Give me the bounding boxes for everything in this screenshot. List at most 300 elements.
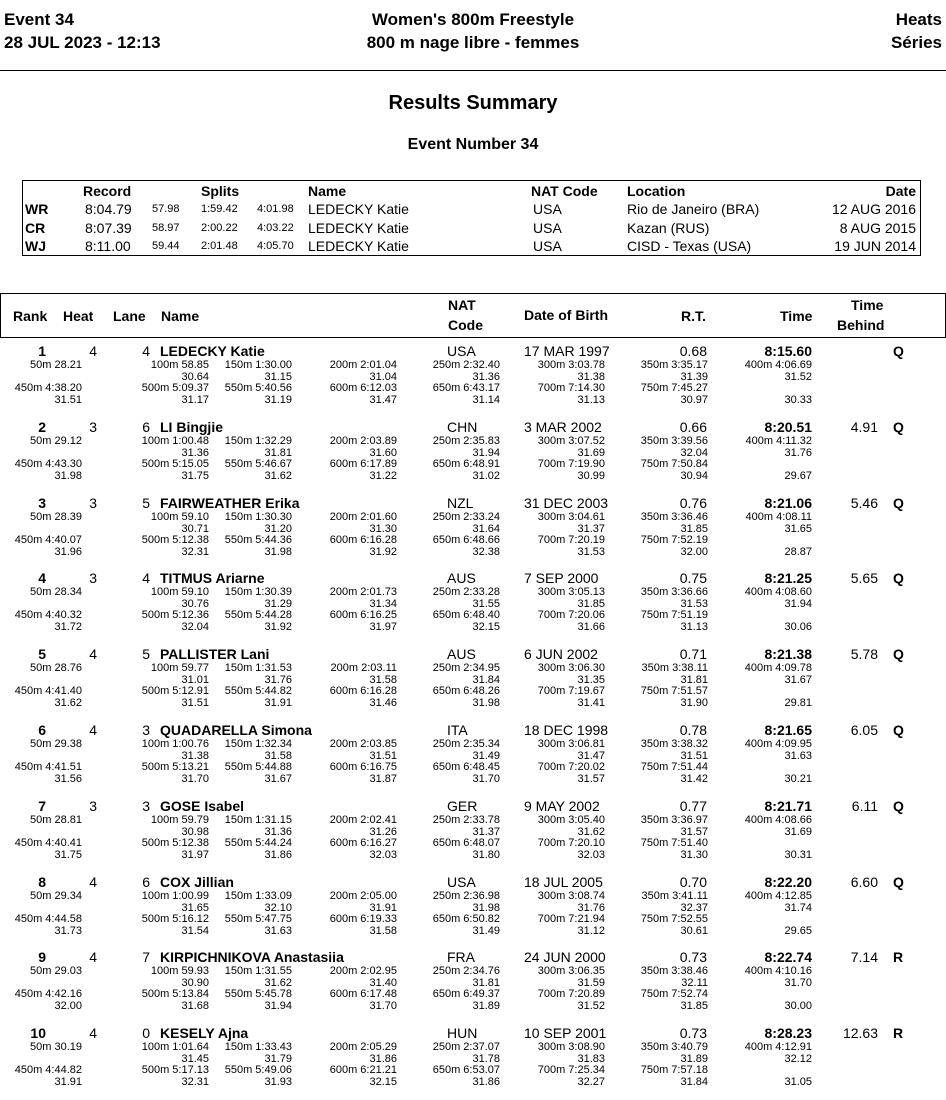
- split-time: 500m 5:09.37: [141, 382, 209, 394]
- lap-time: 31.97: [181, 848, 209, 861]
- split-time: 50m 28.76: [30, 662, 82, 675]
- lap-time: 31.86: [472, 1076, 500, 1089]
- reaction-time: 0.68: [679, 343, 707, 359]
- split-time: 550m 5:44.88: [224, 761, 292, 773]
- lane: 4: [142, 343, 150, 359]
- split-time: 150m 1:31.55: [224, 965, 292, 978]
- split-time: 750m 7:52.19: [640, 533, 708, 546]
- split-time: 550m 5:44.24: [224, 836, 292, 849]
- nat-code: NZL: [447, 494, 474, 511]
- lap-time: 30.98: [181, 825, 209, 838]
- split-time: 350m 3:38.46: [640, 965, 708, 978]
- split-time: 450m 4:41.40: [14, 685, 82, 698]
- lap-time: 31.87: [369, 773, 397, 785]
- split-time: 200m 2:05.00: [329, 889, 397, 902]
- lap-time: 31.70: [369, 1000, 397, 1013]
- time-behind: 4.91: [850, 418, 878, 435]
- lap-time: 31.92: [369, 545, 397, 558]
- split-time: 100m 1:00.76: [141, 738, 209, 750]
- time-behind: 6.11: [851, 797, 878, 814]
- reaction-time: 0.75: [679, 570, 707, 587]
- reaction-time: 0.78: [679, 722, 707, 738]
- time-behind: 7.14: [850, 949, 878, 966]
- record-split-2: 2:00.22: [201, 221, 238, 234]
- lap-time: 31.40: [369, 977, 397, 990]
- date-of-birth: 10 SEP 2001: [524, 1025, 607, 1042]
- lap-time: 31.51: [54, 394, 82, 406]
- phase-en: Heats: [895, 10, 942, 29]
- split-time: 650m 6:49.37: [432, 988, 500, 1001]
- rank: 1: [38, 343, 46, 359]
- lap-time: 31.30: [369, 522, 397, 535]
- split-time: 200m 2:03.85: [329, 738, 397, 750]
- record-time: 8:11.00: [85, 238, 131, 254]
- split-time: 300m 3:07.52: [537, 434, 605, 447]
- col-time-behind-1: Time: [851, 297, 884, 313]
- lap-time: 31.78: [472, 1053, 500, 1066]
- heat: 3: [89, 797, 97, 814]
- swimmer-name: GOSE Isabel: [160, 797, 245, 814]
- split-time: 100m 59.79: [150, 813, 209, 826]
- lap-time: 31.55: [472, 598, 500, 611]
- lap-time: 31.41: [577, 697, 605, 710]
- split-time: 650m 6:48.07: [432, 836, 500, 849]
- lap-time: 32.31: [181, 545, 209, 558]
- lap-time: 31.29: [264, 598, 292, 611]
- split-time: 700m 7:19.67: [537, 685, 605, 698]
- reaction-time: 0.70: [679, 873, 707, 890]
- split-time: 500m 5:15.05: [141, 457, 209, 470]
- rank: 10: [30, 1025, 46, 1042]
- lap-time: 31.91: [54, 1076, 82, 1089]
- lap-time: 31.37: [577, 522, 605, 535]
- heat: 4: [89, 722, 97, 738]
- split-time: 400m 4:10.16: [744, 965, 812, 978]
- qualification-mark: Q: [893, 418, 904, 435]
- split-time: 600m 6:16.27: [329, 836, 397, 849]
- date-of-birth: 6 JUN 2002: [524, 646, 598, 663]
- lap-time: 31.76: [577, 901, 605, 914]
- record-nat: USA: [533, 219, 562, 236]
- split-time: 400m 4:12.91: [744, 1041, 812, 1054]
- lap-time: 31.38: [577, 371, 605, 383]
- split-time: 550m 5:47.75: [224, 912, 292, 925]
- split-time: 550m 5:46.67: [224, 457, 292, 470]
- split-time: 550m 5:40.56: [224, 382, 292, 394]
- split-time: 150m 1:32.34: [224, 738, 292, 750]
- split-time: 50m 29.03: [30, 965, 82, 978]
- lap-time: 31.91: [264, 697, 292, 710]
- records-header-record: Record: [83, 183, 132, 199]
- lap-time: 32.03: [577, 848, 605, 861]
- split-time: 400m 4:11.32: [745, 434, 812, 447]
- lane: 5: [142, 646, 150, 663]
- lap-time: 31.89: [680, 1053, 708, 1066]
- lap-time: 31.86: [264, 848, 292, 861]
- lap-time: 32.37: [680, 901, 708, 914]
- lap-time: 31.02: [472, 469, 500, 482]
- lap-time: 31.51: [181, 697, 209, 710]
- swimmer-name: TITMUS Ariarne: [160, 570, 265, 587]
- table-row: [0, 495, 946, 571]
- split-time: 600m 6:12.03: [329, 382, 397, 394]
- lap-time: 31.62: [264, 469, 292, 482]
- lap-time: 31.54: [181, 924, 209, 937]
- split-time: 650m 6:50.82: [432, 912, 500, 925]
- lap-time: 30.64: [181, 371, 209, 383]
- col-lane: Lane: [113, 308, 146, 324]
- split-time: 400m 4:08.66: [744, 813, 812, 826]
- heat: 3: [89, 570, 97, 587]
- split-time: 550m 5:44.82: [224, 685, 292, 698]
- lap-time: 31.81: [264, 446, 292, 459]
- lane: 5: [142, 494, 150, 511]
- split-time: 250m 2:34.76: [432, 965, 500, 978]
- split-time: 150m 1:30.00: [224, 359, 292, 371]
- col-dob: Date of Birth: [524, 307, 608, 323]
- record-split-1: 58.97: [152, 221, 180, 234]
- split-time: 350m 3:38.32: [640, 738, 708, 750]
- date-of-birth: 3 MAR 2002: [524, 418, 602, 435]
- lap-time: 31.63: [264, 924, 292, 937]
- lap-time: 31.62: [264, 977, 292, 990]
- heat: 4: [89, 1025, 97, 1042]
- lap-time: 31.98: [264, 545, 292, 558]
- split-time: 50m 28.21: [30, 359, 82, 371]
- lap-time: 31.22: [369, 469, 397, 482]
- split-time: 750m 7:51.44: [640, 761, 708, 773]
- lap-time: 31.69: [784, 825, 812, 838]
- split-time: 600m 6:16.25: [329, 609, 397, 622]
- record-location: Kazan (RUS): [627, 219, 710, 236]
- split-time: 250m 2:37.07: [432, 1041, 500, 1054]
- record-type: WR: [25, 201, 49, 217]
- lap-time: 31.35: [577, 674, 605, 687]
- split-time: 150m 1:32.29: [224, 434, 292, 447]
- record-split-3: 4:05.70: [257, 240, 294, 252]
- lap-time: 31.90: [680, 697, 708, 710]
- split-time: 300m 3:08.90: [537, 1041, 605, 1054]
- split-time: 50m 30.19: [30, 1041, 82, 1054]
- split-time: 600m 6:16.28: [329, 685, 397, 698]
- lap-time: 31.36: [472, 371, 500, 383]
- split-time: 650m 6:48.91: [432, 457, 500, 470]
- split-time: 450m 4:41.51: [14, 761, 82, 773]
- lane: 6: [142, 873, 150, 890]
- col-time-behind-2: Behind: [837, 317, 885, 333]
- split-time: 500m 5:12.36: [141, 609, 209, 622]
- split-time: 450m 4:44.82: [14, 1064, 82, 1077]
- split-time: 250m 2:34.95: [432, 662, 500, 675]
- lap-time: 28.87: [784, 545, 812, 558]
- split-time: 350m 3:41.11: [641, 889, 708, 902]
- split-time: 550m 5:49.06: [224, 1064, 292, 1077]
- qualification-mark: Q: [893, 797, 904, 814]
- lap-time: 31.05: [784, 1076, 812, 1089]
- time-behind: 6.60: [850, 873, 878, 890]
- event-datetime: 28 JUL 2023 - 12:13: [4, 33, 161, 52]
- split-time: 400m 4:09.78: [744, 662, 812, 675]
- split-time: 500m 5:13.84: [141, 988, 209, 1001]
- lap-time: 30.21: [784, 773, 812, 785]
- lap-time: 31.70: [181, 773, 209, 785]
- split-time: 300m 3:04.61: [537, 510, 605, 523]
- lap-time: 31.57: [577, 773, 605, 785]
- lap-time: 29.65: [784, 924, 812, 937]
- heat: 4: [89, 873, 97, 890]
- qualification-mark: R: [893, 949, 904, 966]
- lap-time: 30.90: [181, 977, 209, 990]
- lap-time: 31.80: [472, 848, 500, 861]
- lap-time: 32.00: [680, 545, 708, 558]
- swimmer-name: PALLISTER Lani: [160, 646, 270, 663]
- split-time: 650m 6:48.40: [432, 609, 500, 622]
- record-date: 19 JUN 2014: [834, 238, 916, 254]
- rank: 2: [38, 418, 46, 435]
- split-time: 200m 2:01.73: [329, 586, 397, 599]
- lap-time: 31.67: [264, 773, 292, 785]
- lap-time: 31.49: [472, 924, 500, 937]
- reaction-time: 0.77: [679, 797, 707, 814]
- rank: 7: [38, 797, 46, 814]
- lap-time: 31.13: [577, 394, 605, 406]
- split-time: 750m 7:45.27: [640, 382, 708, 394]
- split-time: 550m 5:44.36: [224, 533, 292, 546]
- records-header-date: Date: [885, 183, 916, 199]
- swimmer-name: KESELY Ajna: [160, 1025, 249, 1042]
- split-time: 750m 7:51.19: [640, 609, 708, 622]
- qualification-mark: R: [893, 1025, 904, 1042]
- split-time: 100m 58.85: [150, 359, 209, 371]
- header-divider: [0, 70, 946, 71]
- split-time: 650m 6:53.07: [432, 1064, 500, 1077]
- lap-time: 31.66: [577, 621, 605, 634]
- lap-time: 32.15: [369, 1076, 397, 1089]
- swimmer-name: FAIRWEATHER Erika: [160, 494, 300, 511]
- split-time: 200m 2:03.11: [330, 662, 397, 675]
- split-time: 400m 4:08.60: [744, 586, 812, 599]
- event-label: Event 34: [4, 10, 74, 29]
- record-type: CR: [25, 219, 46, 236]
- lap-time: 31.94: [472, 446, 500, 459]
- split-time: 50m 28.39: [30, 510, 82, 523]
- record-time: 8:07.39: [85, 219, 132, 236]
- date-of-birth: 18 JUL 2005: [524, 873, 603, 890]
- record-location: Rio de Janeiro (BRA): [627, 201, 760, 217]
- final-time: 8:21.65: [764, 722, 812, 738]
- qualification-mark: Q: [893, 494, 904, 511]
- lap-time: 31.74: [784, 901, 812, 914]
- lap-time: 31.75: [181, 469, 209, 482]
- col-name: Name: [161, 308, 200, 324]
- lap-time: 32.12: [784, 1053, 812, 1066]
- split-time: 750m 7:50.84: [640, 457, 708, 470]
- split-time: 150m 1:31.53: [224, 662, 292, 675]
- lap-time: 31.94: [264, 1000, 292, 1013]
- heat: 4: [89, 646, 97, 663]
- split-time: 700m 7:20.06: [537, 609, 605, 622]
- split-time: 100m 1:00.48: [141, 434, 209, 447]
- records-header-nat: NAT Code: [531, 183, 598, 199]
- lap-time: 31.51: [680, 750, 708, 762]
- split-time: 700m 7:20.10: [537, 836, 605, 849]
- lap-time: 31.20: [264, 522, 292, 535]
- reaction-time: 0.73: [679, 949, 707, 966]
- record-location: CISD - Texas (USA): [627, 238, 752, 254]
- split-time: 600m 6:16.75: [329, 761, 397, 773]
- lap-time: 31.53: [680, 598, 708, 611]
- lap-time: 31.45: [181, 1053, 209, 1066]
- lap-time: 31.58: [369, 924, 397, 937]
- split-time: 650m 6:48.26: [432, 685, 500, 698]
- split-time: 100m 59.10: [150, 510, 209, 523]
- final-time: 8:15.60: [764, 343, 812, 359]
- event-number: Event Number 34: [407, 136, 539, 153]
- lap-time: 31.46: [369, 697, 397, 710]
- table-row: [0, 722, 946, 798]
- lap-time: 31.47: [369, 394, 397, 406]
- lap-time: 31.15: [264, 371, 292, 383]
- lap-time: 31.69: [577, 446, 605, 459]
- split-time: 350m 3:35.17: [640, 359, 708, 371]
- reaction-time: 0.76: [679, 494, 707, 511]
- records-header-location: Location: [627, 183, 686, 199]
- rank: 4: [38, 570, 46, 587]
- split-time: 150m 1:30.39: [224, 586, 292, 599]
- split-time: 500m 5:12.38: [141, 836, 209, 849]
- split-time: 50m 28.81: [30, 813, 82, 826]
- split-time: 750m 7:52.55: [640, 912, 708, 925]
- lap-time: 31.49: [472, 750, 500, 762]
- record-split-3: 4:03.22: [257, 221, 294, 234]
- split-time: 100m 59.93: [150, 965, 209, 978]
- lap-time: 31.70: [784, 977, 812, 990]
- split-time: 450m 4:40.41: [14, 836, 82, 849]
- split-time: 700m 7:19.90: [537, 457, 605, 470]
- split-time: 350m 3:36.97: [640, 813, 708, 826]
- split-time: 600m 6:21.21: [329, 1064, 397, 1077]
- lap-time: 31.89: [472, 1000, 500, 1013]
- lap-time: 30.99: [577, 469, 605, 482]
- col-code: Code: [448, 317, 483, 333]
- split-time: 450m 4:44.58: [14, 912, 82, 925]
- split-time: 400m 4:12.85: [744, 889, 812, 902]
- lap-time: 31.47: [577, 750, 605, 762]
- lap-time: 31.38: [181, 750, 209, 762]
- split-time: 600m 6:16.28: [329, 533, 397, 546]
- split-time: 750m 7:51.40: [640, 836, 708, 849]
- qualification-mark: Q: [893, 646, 904, 663]
- heat: 3: [89, 494, 97, 511]
- lap-time: 30.33: [784, 394, 812, 406]
- lap-time: 31.73: [54, 924, 82, 937]
- lap-time: 31.70: [472, 773, 500, 785]
- date-of-birth: 9 MAY 2002: [524, 797, 600, 814]
- lap-time: 31.36: [181, 446, 209, 459]
- lap-time: 31.14: [472, 394, 500, 406]
- lap-time: 31.59: [577, 977, 605, 990]
- lap-time: 31.26: [369, 825, 397, 838]
- nat-code: USA: [447, 343, 476, 359]
- lap-time: 31.58: [369, 674, 397, 687]
- lane: 3: [142, 722, 150, 738]
- split-time: 400m 4:09.95: [744, 738, 812, 750]
- table-row: [0, 570, 946, 646]
- reaction-time: 0.73: [679, 1025, 707, 1042]
- lap-time: 31.92: [264, 621, 292, 634]
- lap-time: 31.30: [680, 848, 708, 861]
- lap-time: 31.19: [264, 394, 292, 406]
- lap-time: 30.71: [181, 522, 209, 535]
- page-title: Results Summary: [388, 92, 558, 114]
- split-time: 250m 2:36.98: [432, 889, 500, 902]
- split-time: 50m 28.34: [30, 586, 82, 599]
- nat-code: GER: [447, 797, 478, 814]
- lap-time: 32.15: [472, 621, 500, 634]
- lap-time: 31.13: [680, 621, 708, 634]
- record-time: 8:04.79: [85, 201, 132, 217]
- split-time: 300m 3:06.81: [537, 738, 605, 750]
- lap-time: 31.58: [264, 750, 292, 762]
- split-time: 650m 6:43.17: [432, 382, 500, 394]
- split-time: 700m 7:25.34: [537, 1064, 605, 1077]
- heat: 3: [89, 418, 97, 435]
- lap-time: 31.72: [54, 621, 82, 634]
- lap-time: 31.83: [577, 1053, 605, 1066]
- lap-time: 30.00: [784, 1000, 812, 1013]
- lap-time: 31.12: [577, 924, 605, 937]
- record-nat: USA: [533, 201, 562, 217]
- split-time: 500m 5:13.21: [141, 761, 209, 773]
- split-time: 200m 2:02.41: [329, 813, 397, 826]
- time-behind: 5.65: [850, 570, 878, 587]
- lap-time: 31.97: [369, 621, 397, 634]
- lap-time: 30.76: [181, 598, 209, 611]
- lap-time: 31.75: [54, 848, 82, 861]
- split-time: 750m 7:52.74: [640, 988, 708, 1001]
- lap-time: 31.91: [369, 901, 397, 914]
- event-title-fr: 800 m nage libre - femmes: [366, 33, 580, 52]
- split-time: 750m 7:57.18: [640, 1064, 708, 1077]
- col-rt: R.T.: [681, 308, 706, 324]
- split-time: 400m 4:06.69: [744, 359, 812, 371]
- split-time: 450m 4:42.16: [14, 988, 82, 1001]
- lap-time: 29.67: [784, 469, 812, 482]
- lap-time: 32.31: [181, 1076, 209, 1089]
- lap-time: 32.00: [54, 1000, 82, 1013]
- split-time: 300m 3:06.35: [537, 965, 605, 978]
- col-heat: Heat: [63, 308, 94, 324]
- record-split-1: 59.44: [152, 240, 180, 252]
- split-time: 350m 3:36.46: [640, 510, 708, 523]
- lap-time: 31.85: [680, 1000, 708, 1013]
- records-header-splits: Splits: [201, 183, 240, 199]
- nat-code: CHN: [447, 418, 478, 435]
- lane: 0: [142, 1025, 150, 1042]
- final-time: 8:21.38: [764, 646, 812, 663]
- qualification-mark: Q: [893, 722, 904, 738]
- heat: 4: [89, 343, 97, 359]
- lap-time: 31.36: [264, 825, 292, 838]
- lane: 4: [142, 570, 150, 587]
- event-title-en: Women's 800m Freestyle: [371, 10, 575, 29]
- time-behind: 12.63: [842, 1025, 878, 1042]
- lap-time: 31.81: [472, 977, 500, 990]
- lap-time: 31.76: [784, 446, 812, 459]
- lap-time: 31.85: [680, 522, 708, 535]
- split-time: 200m 2:01.04: [329, 359, 397, 371]
- swimmer-name: LI Bingjie: [160, 418, 223, 435]
